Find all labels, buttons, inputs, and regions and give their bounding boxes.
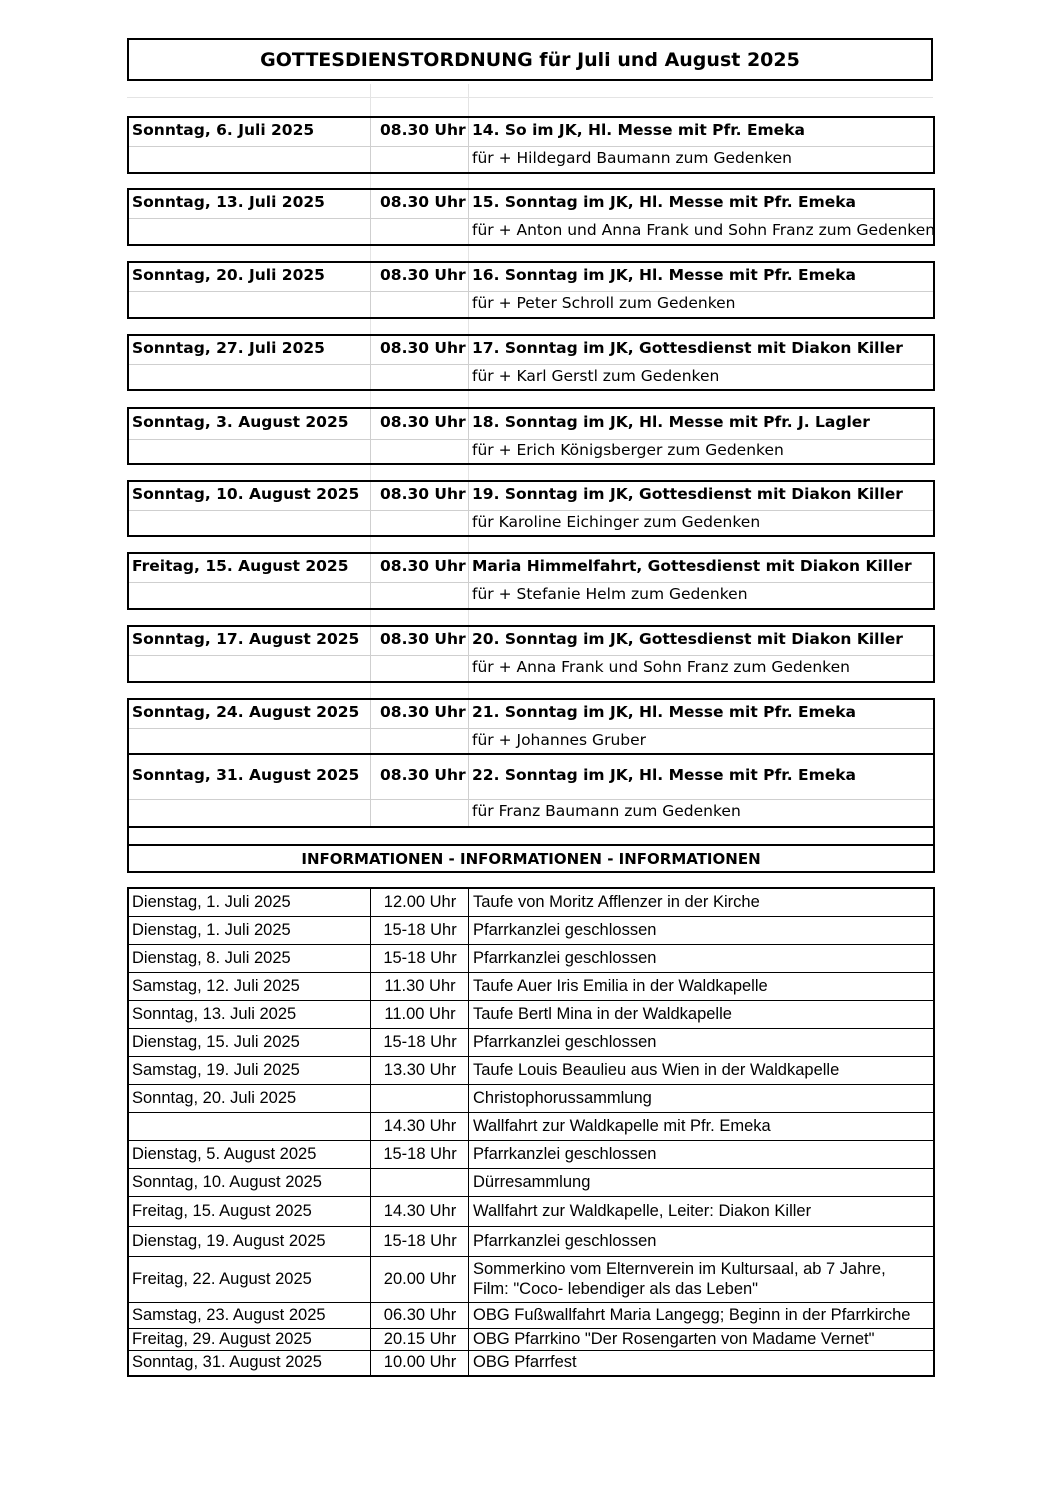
info-date: Dienstag, 1. Juli 2025 (132, 921, 291, 939)
info-description-line2: Film: "Coco- lebendiger als das Leben" (473, 1280, 759, 1298)
spacer-row (127, 537, 933, 552)
info-table (127, 887, 935, 1377)
spacer-row (127, 246, 933, 261)
info-date: Freitag, 15. August 2025 (132, 1202, 312, 1220)
info-time: 06.30 Uhr (383, 1306, 457, 1324)
info-row (129, 1029, 933, 1057)
spacer-row (127, 84, 933, 116)
service-title: 14. So im JK, Hl. Messe mit Pfr. Emeka (472, 121, 805, 139)
service-entry (127, 116, 935, 174)
spacer-row (127, 319, 933, 334)
info-time: 15-18 Uhr (383, 1145, 457, 1163)
service-intention: für + Anton und Anna Frank und Sohn Franz zum Gedenken (472, 221, 936, 239)
spacer-row (127, 828, 933, 844)
info-date: Samstag, 12. Juli 2025 (132, 977, 300, 995)
info-row (129, 1085, 933, 1113)
info-heading: INFORMATIONEN - INFORMATIONEN - INFORMATIONEN (127, 844, 935, 873)
service-entry (127, 407, 935, 465)
service-date: Sonntag, 6. Juli 2025 (132, 121, 315, 139)
info-description: Pfarrkanzlei geschlossen (473, 949, 657, 967)
spacer-row (127, 683, 933, 698)
service-entry (127, 480, 935, 537)
info-row (129, 1303, 933, 1329)
info-description: Pfarrkanzlei geschlossen (473, 1145, 657, 1163)
service-title: 21. Sonntag im JK, Hl. Messe mit Pfr. Emeka (472, 703, 856, 721)
info-description: Wallfahrt zur Waldkapelle, Leiter: Diakon Killer (473, 1202, 812, 1220)
spacer-row (127, 465, 933, 480)
service-title: 15. Sonntag im JK, Hl. Messe mit Pfr. Emeka (472, 193, 856, 211)
info-description: Pfarrkanzlei geschlossen (473, 1033, 657, 1051)
service-time: 08.30 Uhr (380, 630, 466, 648)
service-date: Sonntag, 13. Juli 2025 (132, 193, 325, 211)
service-title: 18. Sonntag im JK, Hl. Messe mit Pfr. J. Lagler (472, 413, 870, 431)
service-date: Sonntag, 17. August 2025 (132, 630, 360, 648)
info-row (129, 1351, 933, 1375)
info-time: 10.00 Uhr (383, 1353, 457, 1371)
service-intention: für Franz Baumann zum Gedenken (472, 801, 741, 820)
service-time: 08.30 Uhr (380, 557, 466, 575)
service-time: 08.30 Uhr (380, 193, 466, 211)
service-date: Sonntag, 31. August 2025 (132, 766, 360, 784)
service-date: Freitag, 15. August 2025 (132, 557, 349, 575)
info-row (129, 1257, 933, 1303)
info-row (129, 1113, 933, 1141)
info-time: 11.00 Uhr (384, 1005, 456, 1023)
info-description: Taufe Louis Beaulieu aus Wien in der Waldkapelle (473, 1061, 840, 1079)
info-time: 15-18 Uhr (383, 949, 457, 967)
info-row (129, 1001, 933, 1029)
info-date: Dienstag, 5. August 2025 (132, 1145, 317, 1163)
service-intention: für + Peter Schroll zum Gedenken (472, 294, 736, 312)
info-date: Dienstag, 1. Juli 2025 (132, 893, 291, 911)
info-date: Dienstag, 19. August 2025 (132, 1232, 326, 1250)
info-date: Samstag, 23. August 2025 (132, 1306, 326, 1324)
info-description: Pfarrkanzlei geschlossen (473, 921, 657, 939)
service-time: 08.30 Uhr (380, 339, 466, 357)
info-row (129, 1169, 933, 1197)
info-date: Dienstag, 15. Juli 2025 (132, 1033, 300, 1051)
info-date: Samstag, 19. Juli 2025 (132, 1061, 300, 1079)
info-row (129, 1227, 933, 1257)
service-date: Sonntag, 20. Juli 2025 (132, 266, 325, 284)
info-date: Freitag, 22. August 2025 (132, 1270, 312, 1288)
info-description: OBG Pfarrkino "Der Rosengarten von Madame Vernet" (473, 1330, 875, 1348)
service-entry (127, 552, 935, 610)
service-intention: für Karoline Eichinger zum Gedenken (472, 512, 761, 531)
info-time: 15-18 Uhr (383, 1033, 457, 1051)
service-entry (127, 698, 935, 755)
info-time: 14.30 Uhr (383, 1117, 457, 1135)
info-row (129, 1141, 933, 1169)
service-time: 08.30 Uhr (380, 413, 466, 431)
service-intention: für + Hildegard Baumann zum Gedenken (472, 149, 792, 167)
service-intention: für + Anna Frank und Sohn Franz zum Gedenken (472, 658, 850, 676)
service-entry (127, 625, 935, 683)
info-time: 15-18 Uhr (383, 1232, 457, 1250)
info-date: Sonntag, 20. Juli 2025 (132, 1089, 297, 1107)
info-row (129, 1329, 933, 1351)
info-description: Taufe Bertl Mina in der Waldkapelle (473, 1005, 732, 1023)
service-entry (127, 334, 935, 391)
service-intention: für + Karl Gerstl zum Gedenken (472, 366, 720, 385)
service-intention: für + Johannes Gruber (472, 730, 647, 749)
spacer-row (127, 610, 933, 625)
page-title: GOTTESDIENSTORDNUNG für Juli und August 2025 (127, 38, 933, 81)
info-time: 14.30 Uhr (383, 1202, 457, 1220)
service-title: Maria Himmelfahrt, Gottesdienst mit Diakon Killer (472, 557, 912, 575)
service-intention: für + Stefanie Helm zum Gedenken (472, 585, 748, 603)
service-date: Sonntag, 3. August 2025 (132, 413, 349, 431)
service-title: 20. Sonntag im JK, Gottesdienst mit Diakon Killer (472, 630, 903, 648)
info-description: Taufe von Moritz Afflenzer in der Kirche (473, 893, 760, 911)
service-time: 08.30 Uhr (380, 703, 466, 721)
service-intention: für + Erich Königsberger zum Gedenken (472, 441, 784, 459)
service-time: 08.30 Uhr (380, 485, 466, 503)
service-title: 17. Sonntag im JK, Gottesdienst mit Diakon Killer (472, 339, 903, 357)
info-row (129, 973, 933, 1001)
info-description: OBG Pfarrfest (473, 1353, 577, 1371)
service-title: 22. Sonntag im JK, Hl. Messe mit Pfr. Emeka (472, 766, 856, 784)
info-time: 11.30 Uhr (384, 977, 456, 995)
info-time: 15-18 Uhr (383, 921, 457, 939)
service-entry (127, 755, 935, 828)
info-row (129, 889, 933, 917)
service-entry (127, 261, 935, 319)
service-time: 08.30 Uhr (380, 121, 466, 139)
service-time: 08.30 Uhr (380, 266, 466, 284)
info-description: OBG Fußwallfahrt Maria Langegg; Beginn in der Pfarrkirche (473, 1306, 911, 1324)
info-description: Wallfahrt zur Waldkapelle mit Pfr. Emeka (473, 1117, 771, 1135)
info-date: Dienstag, 8. Juli 2025 (132, 949, 291, 967)
info-row (129, 1197, 933, 1227)
spacer-row (127, 174, 933, 188)
service-date: Sonntag, 24. August 2025 (132, 703, 360, 721)
service-entry (127, 188, 935, 246)
info-date: Sonntag, 31. August 2025 (132, 1353, 322, 1371)
info-row (129, 917, 933, 945)
info-time: 12.00 Uhr (383, 893, 457, 911)
info-time: 20.15 Uhr (383, 1330, 457, 1348)
spacer-row (127, 391, 933, 407)
info-time: 20.00 Uhr (383, 1270, 457, 1288)
info-description: Taufe Auer Iris Emilia in der Waldkapelle (473, 977, 768, 995)
service-title: 16. Sonntag im JK, Hl. Messe mit Pfr. Emeka (472, 266, 856, 284)
service-title: 19. Sonntag im JK, Gottesdienst mit Diakon Killer (472, 485, 903, 503)
info-date: Sonntag, 13. Juli 2025 (132, 1005, 297, 1023)
service-date: Sonntag, 27. Juli 2025 (132, 339, 325, 357)
info-row (129, 1057, 933, 1085)
info-row (129, 945, 933, 973)
info-time: 13.30 Uhr (383, 1061, 457, 1079)
info-date: Sonntag, 10. August 2025 (132, 1173, 322, 1191)
service-time: 08.30 Uhr (380, 766, 466, 784)
info-description: Sommerkino vom Elternverein im Kultursaal, ab 7 Jahre, (473, 1260, 886, 1278)
service-date: Sonntag, 10. August 2025 (132, 485, 360, 503)
info-description: Dürresammlung (473, 1173, 591, 1191)
info-description: Christophorussammlung (473, 1089, 652, 1107)
info-description: Pfarrkanzlei geschlossen (473, 1232, 657, 1250)
info-date: Freitag, 29. August 2025 (132, 1330, 312, 1348)
